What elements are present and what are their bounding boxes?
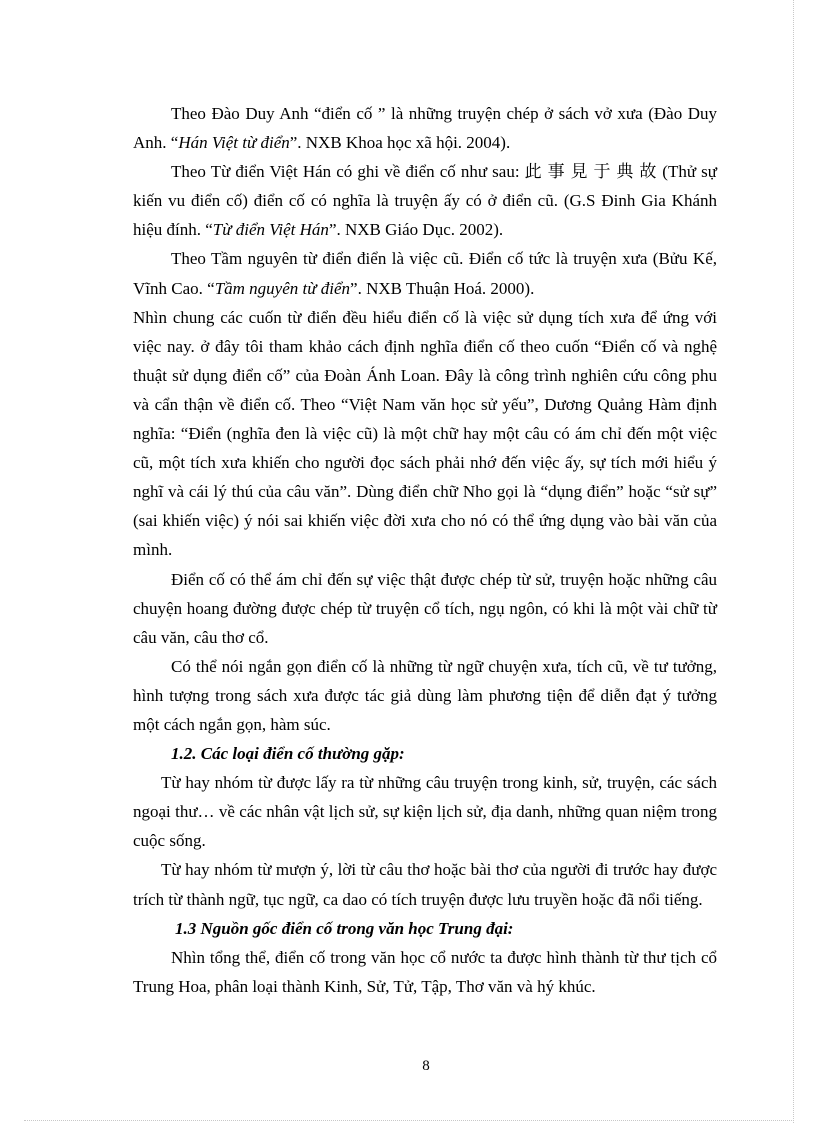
document-body (133, 99, 717, 1001)
paragraph (133, 244, 717, 302)
text-run: 1.3 Nguồn gốc điển cố trong văn học Trung đại: (175, 918, 514, 938)
book-title: Từ điển Việt Hán (212, 220, 329, 240)
paragraph (133, 855, 717, 913)
paragraph (133, 943, 717, 1001)
paragraph (133, 99, 717, 157)
section-heading (133, 739, 717, 768)
text-run: ”. NXB Giáo Dục. 2002). (328, 220, 504, 240)
page-number: 8 (422, 1058, 430, 1074)
page-edge-horizontal (24, 1120, 794, 1121)
text-run: 1.2. Các loại điển cố thường gặp: (171, 744, 405, 764)
text-run: Theo Đào Duy Anh “điển cố ” là những truyện chép ở sách vở xưa (Đào Duy Anh. “ (133, 104, 717, 153)
text-run: Điển cố có thể ám chỉ đến sự việc thật được chép từ sử, truyện hoặc những câu chuyện hoang đường được chép từ truyện cổ tích, ngụ ngôn, có khi là một vài chữ từ câu văn, câu thơ cổ. (133, 569, 717, 647)
book-title: Hán Việt từ điển (178, 133, 290, 153)
text-run: ”. NXB Khoa học xã hội. 2004). (289, 133, 511, 153)
text-run: Từ hay nhóm từ được lấy ra từ những câu truyện trong kinh, sử, truyện, các sách ngoại thư… về các nhân vật lịch sử, sự kiện lịch sử, địa danh, những quan niệm trong cuộc sống. (133, 773, 717, 851)
book-title: Tầm nguyên từ điển (214, 278, 351, 298)
text-run: Có thể nói ngắn gọn điển cố là những từ ngữ chuyện xưa, tích cũ, về tư tưởng, hình tượng trong sách xưa được tác giả dùng làm phương tiện để diễn đạt ý tưởng một cách ngắn gọn, hàm súc. (133, 656, 717, 734)
paragraph (133, 303, 717, 565)
paragraph (133, 565, 717, 652)
text-run: Từ hay nhóm từ mượn ý, lời từ câu thơ hoặc bài thơ của người đi trước hay được trích từ thành ngữ, tục ngữ, ca dao có tích truyện được lưu truyền hoặc đã nổi tiếng. (133, 860, 717, 909)
text-run: Theo Từ điển Việt Hán có ghi về điển cố như sau: 此 事 見 于 典 故 (Thử sự kiến vu điển cố) điển cố có nghĩa là truyện ấy có ở điển cũ. (G.S Đinh Gia Khánh hiệu đính. “ (133, 162, 717, 240)
page-edge-vertical (793, 0, 794, 1123)
text-run: Theo Tầm nguyên từ điển điển là việc cũ. Điển cố tức là truyện xưa (Bửu Kế, Vĩnh Cao. “ (133, 249, 717, 298)
paragraph (133, 157, 717, 244)
paragraph (133, 768, 717, 855)
text-run: ”. NXB Thuận Hoá. 2000). (350, 278, 535, 298)
text-run: Nhìn tổng thể, điển cố trong văn học cổ nước ta được hình thành từ thư tịch cổ Trung Hoa, phân loại thành Kinh, Sử, Tử, Tập, Thơ văn và hý khúc. (133, 947, 717, 996)
paragraph (133, 652, 717, 739)
text-run: Nhìn chung các cuốn từ điển đều hiểu điển cố là việc sử dụng tích xưa để ứng với việc nay. ở đây tôi tham khảo cách định nghĩa điển cố theo cuốn “Điển cố và nghệ thuật sử dụng điển cố” của Đoàn Ánh Loan. Đây là công trình nghiên cứu công phu và cẩn thận về điển cố. Theo “Việt Nam văn học sử yếu”, Dương Quảng Hàm định nghĩa: “Điển (nghĩa đen là việc cũ) là một chữ hay một câu có ám chỉ đến một việc cũ, một tích xưa khiến cho người đọc sách phải nhớ đến việc ấy, sự tích mới hiểu ý nghĩ và cái lý thú của câu văn”. Dùng điển chữ Nho gọi là “dụng điển” hoặc “sử sự” (sai khiến việc) ý nói sai khiến việc đời xưa cho nó có thể ứng dụng vào bài văn của mình. (133, 307, 717, 560)
section-heading (133, 914, 717, 943)
